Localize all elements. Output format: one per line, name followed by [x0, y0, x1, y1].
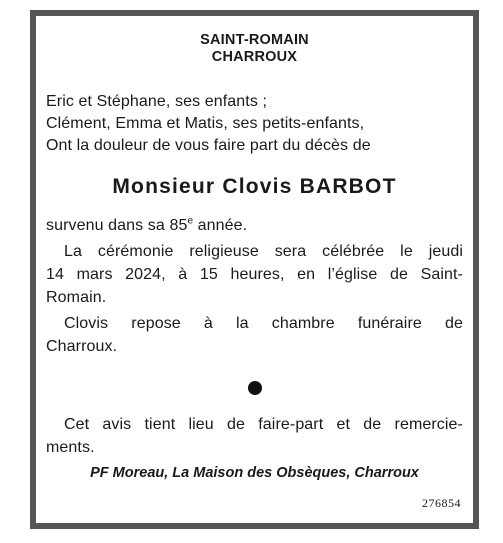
closing-line2: ments.: [46, 439, 95, 456]
family-children-line: Eric et Stéphane, ses enfants ;: [46, 93, 268, 110]
obituary-notice: [30, 10, 479, 529]
place-heading-line1: SAINT-ROMAIN: [200, 32, 309, 48]
reference-number: 276854: [422, 496, 461, 510]
ceremony-line3: Romain.: [46, 289, 107, 306]
rest-line2: Charroux.: [46, 338, 118, 355]
place-heading-line2: CHARROUX: [211, 49, 298, 65]
age-suffix: année.: [193, 217, 248, 234]
deceased-name: Monsieur Clovis BARBOT: [112, 175, 397, 198]
age-line: [46, 215, 463, 237]
family-grandchildren-line: Clément, Emma et Matis, ses petits-enfants,: [46, 115, 365, 132]
funeral-home-signature: PF Moreau, La Maison des Obsèques, Charroux: [90, 465, 419, 481]
rest-line1: Clovis repose à la chambre funéraire de: [64, 315, 463, 332]
ceremony-line1: La cérémonie religieuse sera célébrée le jeudi: [64, 243, 463, 260]
separator-bullet: [248, 381, 262, 395]
announcement-line: Ont la douleur de vous faire part du décès de: [46, 137, 371, 154]
ceremony-line2: 14 mars 2024, à 15 heures, en l’église de Saint-: [46, 266, 463, 283]
age-superscript: e: [187, 215, 194, 227]
closing-line1: Cet avis tient lieu de faire-part et de remercie-: [64, 416, 463, 433]
age-prefix: survenu dans sa 85: [46, 217, 188, 234]
